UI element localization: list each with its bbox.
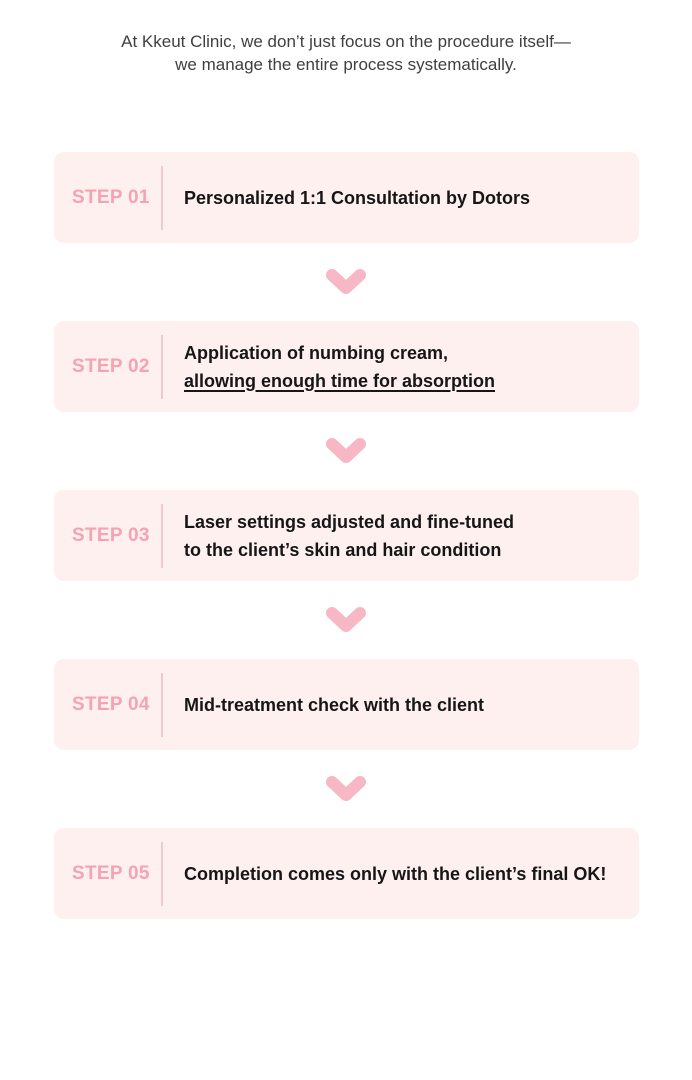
step-divider-line	[161, 166, 163, 230]
step-description	[184, 339, 495, 395]
chevron-down-icon	[324, 605, 368, 635]
step-flow	[0, 152, 692, 919]
step-card-02	[54, 321, 639, 412]
page-title	[0, 0, 692, 76]
page-title-line-2: we manage the entire process systematically.	[175, 55, 517, 74]
step-divider-line	[161, 673, 163, 737]
step-divider-line	[161, 504, 163, 568]
step-description	[184, 508, 514, 564]
step-card-01	[54, 152, 639, 243]
chevron-down-icon	[324, 436, 368, 466]
step-connector	[0, 581, 692, 659]
step-number-label: STEP 04	[72, 693, 150, 715]
step-number-label: STEP 01	[72, 186, 150, 208]
step-number-label: STEP 03	[72, 524, 150, 546]
step-description	[184, 184, 530, 212]
step-description-line: Mid-treatment check with the client	[184, 694, 485, 715]
step-number-label: STEP 02	[72, 355, 150, 377]
step-description-line-underlined: allowing enough time for absorption	[184, 370, 495, 391]
chevron-down-icon	[324, 267, 368, 297]
step-connector	[0, 412, 692, 490]
step-divider-line	[161, 335, 163, 399]
step-card-05	[54, 828, 639, 919]
step-connector	[0, 750, 692, 828]
chevron-down-icon	[324, 774, 368, 804]
step-description-line: to the client’s skin and hair condition	[184, 539, 502, 560]
step-card-03	[54, 490, 639, 581]
step-description	[184, 691, 484, 719]
page-title-line-1: At Kkeut Clinic, we don’t just focus on the procedure itself—	[121, 32, 571, 51]
step-connector	[0, 243, 692, 321]
step-description-line: Completion comes only with the client’s final OK!	[184, 863, 607, 884]
step-description-line: Laser settings adjusted and fine-tuned	[184, 511, 515, 532]
step-description-line: Personalized 1:1 Consultation by Dotors	[184, 187, 531, 208]
step-number-label: STEP 05	[72, 862, 150, 884]
step-divider-line	[161, 842, 163, 906]
step-card-04	[54, 659, 639, 750]
step-description-line: Application of numbing cream,	[184, 342, 449, 363]
step-description	[184, 860, 606, 888]
